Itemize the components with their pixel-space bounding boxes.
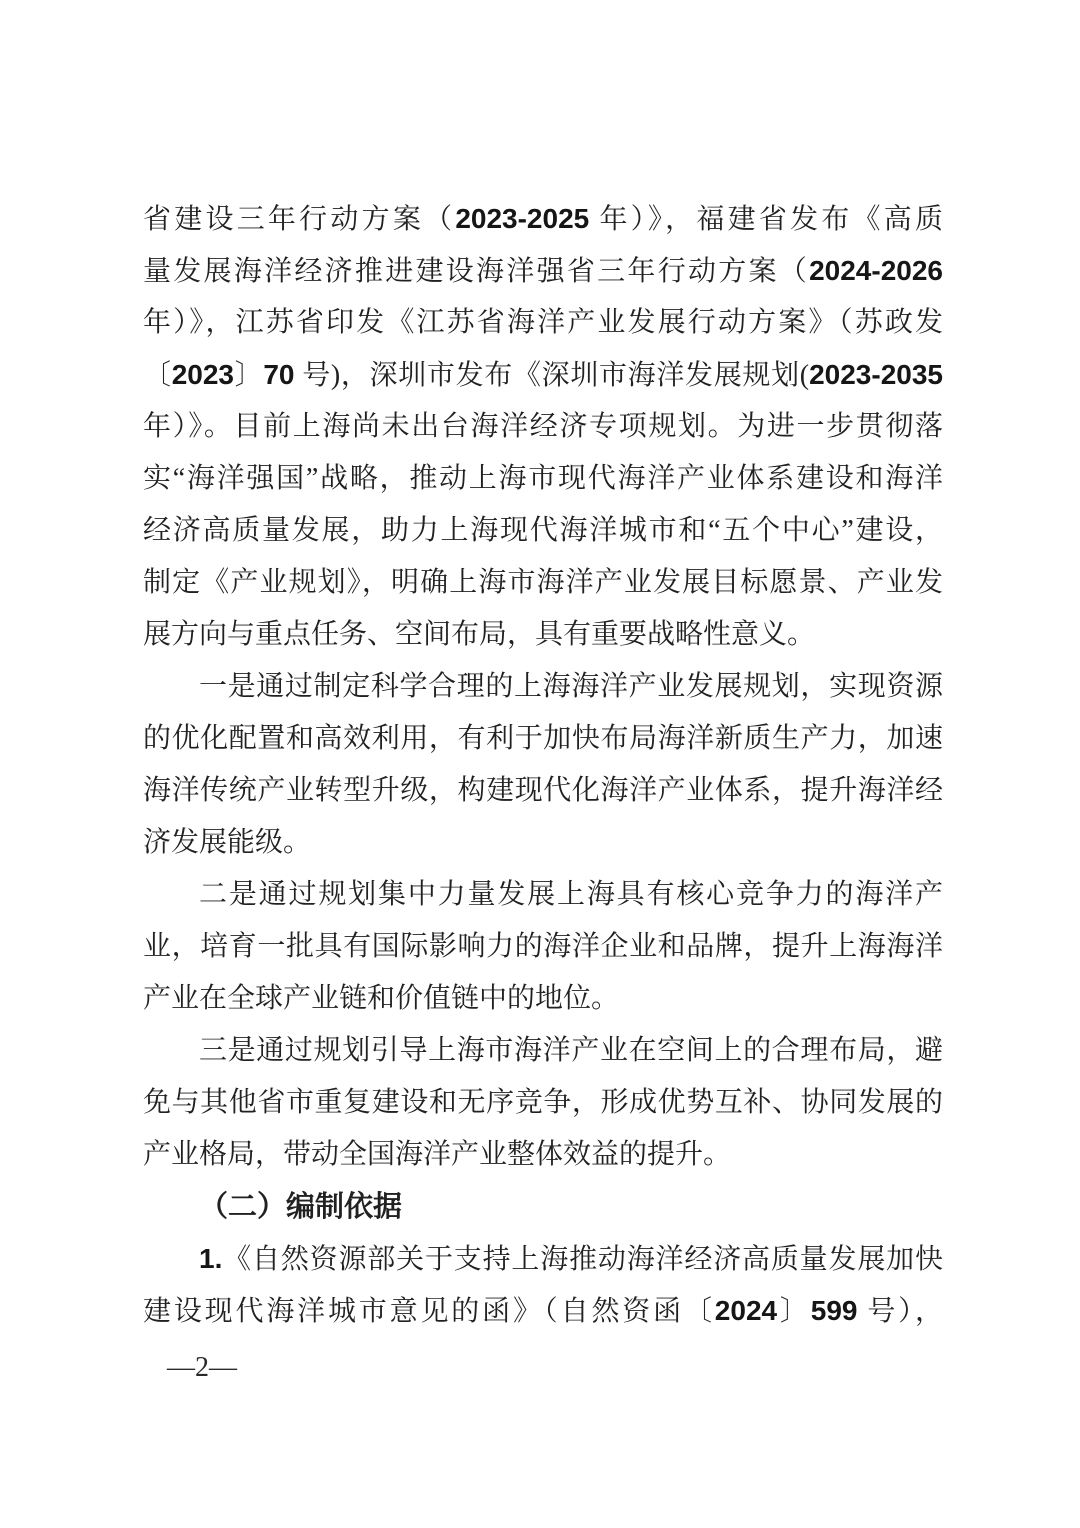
paragraph (143, 1025, 943, 1181)
text-line: 年）》，江苏省印发《江苏省海洋产业发展行动方案》（苏政发 (143, 307, 943, 338)
text-line: 省建设三年行动方案（2023-2025 年）》，福建省发布《高质 (143, 203, 943, 235)
text-line: 年）》。目前上海尚未出台海洋经济专项规划。为进一步贯彻落 (143, 411, 943, 442)
section-heading (143, 1181, 943, 1233)
paragraph (143, 1233, 943, 1337)
text-line: 业，培育一批具有国际影响力的海洋企业和品牌，提升上海海洋 (143, 931, 943, 962)
text-line: 1.《自然资源部关于支持上海推动海洋经济高质量发展加快 (199, 1243, 943, 1275)
text-line: 产业格局，带动全国海洋产业整体效益的提升。 (143, 1139, 732, 1170)
numeral: 2023-2035 (809, 359, 943, 390)
numeral: 2024-2026 (809, 255, 943, 286)
text-line: 量发展海洋经济推进建设海洋强省三年行动方案（2024-2026 (143, 255, 943, 287)
page-footer (167, 1346, 237, 1390)
numeral: 70 (263, 359, 295, 390)
paragraph (143, 869, 943, 1025)
paragraph (143, 193, 943, 661)
numeral: 1. (199, 1243, 223, 1274)
text-line: 海洋传统产业转型升级，构建现代化海洋产业体系，提升海洋经 (143, 775, 943, 806)
text-line: 制定《产业规划》，明确上海市海洋产业发展目标愿景、产业发 (143, 567, 943, 598)
numeral: 2023 (171, 359, 234, 390)
text-line: 产业在全球产业链和价值链中的地位。 (143, 983, 620, 1014)
document-body (143, 193, 943, 1337)
text-line: 〔2023〕70 号)，深圳市发布《深圳市海洋发展规划(2023-2035 (143, 359, 943, 391)
text-line: 展方向与重点任务、空间布局，具有重要战略性意义。 (143, 619, 816, 650)
numeral: 2024 (714, 1295, 778, 1326)
text-line: 建设现代海洋城市意见的函》（自然资函〔2024〕599 号）， (143, 1295, 943, 1327)
text-line: 经济高质量发展，助力上海现代海洋城市和“五个中心”建设， (143, 515, 943, 546)
text-line: 的优化配置和高效利用，有利于加快布局海洋新质生产力，加速 (143, 723, 943, 754)
text-line: 免与其他省市重复建设和无序竞争，形成优势互补、协同发展的 (143, 1087, 943, 1118)
text-line: 济发展能级。 (143, 827, 312, 858)
text-line: （二）编制依据 (199, 1191, 403, 1223)
text-line: 实“海洋强国”战略，推动上海市现代海洋产业体系建设和海洋 (143, 463, 943, 494)
text-line: 三是通过规划引导上海市海洋产业在空间上的合理布局，避 (199, 1035, 943, 1066)
numeral: 2023-2025 (455, 203, 590, 234)
text-line: 一是通过制定科学合理的上海海洋产业发展规划，实现资源 (199, 671, 943, 702)
page-number: —2— (167, 1352, 237, 1383)
paragraph (143, 661, 943, 869)
numeral: 599 (810, 1295, 858, 1326)
text-line: 二是通过规划集中力量发展上海具有核心竞争力的海洋产 (199, 879, 943, 910)
